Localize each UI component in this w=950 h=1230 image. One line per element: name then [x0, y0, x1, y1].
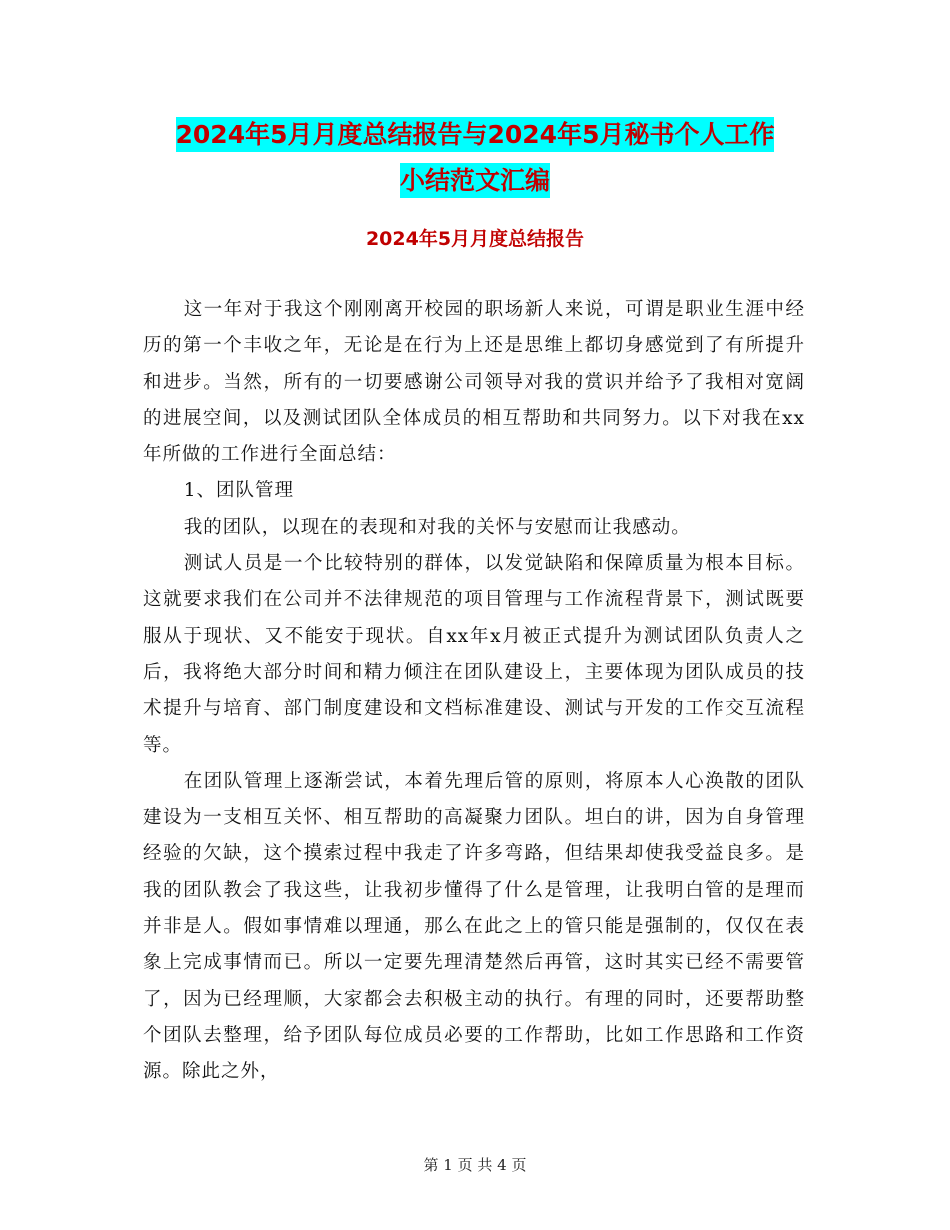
paragraph: 在团队管理上逐渐尝试，本着先理后管的原则，将原本人心涣散的团队建设为一支相互关怀、相互帮助的高凝聚力团队。坦白的讲，因为自身管理经验的欠缺，这个摸索过程中我走了许多弯路，但结果却使我受益良多。是我的团队教会了我这些，让我初步懂得了什么是管理，让我明白管的是理而并非是人。假如事情难以理通，那么在此之上的管只能是强制的，仅仅在表象上完成事情而已。所以一定要先理清楚然后再管，这时其实已经不需要管了，因为已经理顺，大家都会去积极主动的执行。有理的同时，还要帮助整个团队去整理，给予团队每位成员必要的工作帮助，比如工作思路和工作资源。除此之外， [143, 770, 805, 1083]
title-line-1: 2024年5月月度总结报告与2024年5月秘书个人工作 [176, 117, 775, 152]
document-title [0, 112, 950, 204]
document-body [143, 292, 805, 1091]
paragraph: 这一年对于我这个刚刚离开校园的职场新人来说，可谓是职业生涯中经历的第一个丰收之年，无论是在行为上还是思维上都切身感觉到了有所提升和进步。当然，所有的一切要感谢公司领导对我的赏识并给予了我相对宽阔的进展空间，以及测试团队全体成员的相互帮助和共同努力。以下对我在xx年所做的工作进行全面总结： [143, 299, 805, 466]
page-footer: 第 1 页 共 4 页 [423, 1156, 527, 1174]
section-heading: 2024年5月月度总结报告 [365, 228, 585, 250]
title-line-2: 小结范文汇编 [400, 163, 550, 198]
paragraph: 1、团队管理 [183, 480, 294, 502]
paragraph: 我的团队，以现在的表现和对我的关怀与安慰而让我感动。 [183, 516, 691, 538]
paragraph: 测试人员是一个比较特别的群体，以发觉缺陷和保障质量为根本目标。这就要求我们在公司并不法律规范的项目管理与工作流程背景下，测试既要服从于现状、又不能安于现状。自xx年x月被正式提升为测试团队负责人之后，我将绝大部分时间和精力倾注在团队建设上，主要体现为团队成员的技术提升与培育、部门制度建设和文档标准建设、测试与开发的工作交互流程等。 [143, 553, 805, 756]
